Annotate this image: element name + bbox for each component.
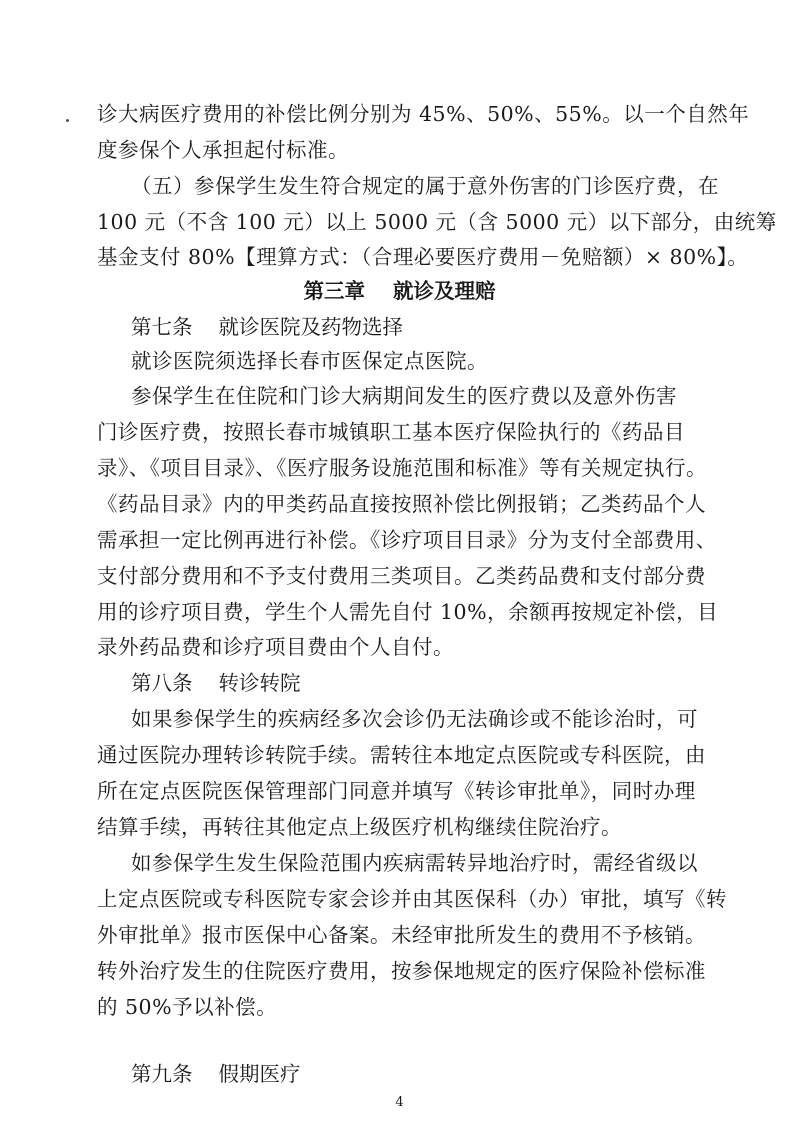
article-8-para-2-line: 上定点医院或专科医院专家会诊并由其医保科（办）审批，填写《转 — [97, 887, 727, 911]
article-8-para-2-line: 如参保学生发生保险范围内疾病需转异地治疗时，需经省级以 — [131, 851, 698, 875]
scan-speck — [66, 119, 69, 122]
article-7-title: 就诊医院及药物选择 — [218, 315, 403, 339]
article-7-para-2-line: 用的诊疗项目费，学生个人需先自付 10%，余额再按规定补偿，目 — [97, 600, 719, 624]
article-8-para-2-line: 转外治疗发生的住院医疗费用，按参保地规定的医疗保险补偿标准 — [97, 959, 706, 983]
article-7-para-2-line: 门诊医疗费，按照长春市城镇职工基本医疗保险执行的《药品目 — [97, 420, 685, 444]
article-9-heading — [131, 1060, 301, 1088]
article-8-para-1-line: 结算手续，再转往其他定点上级医疗机构继续住院治疗。 — [97, 815, 622, 839]
chapter-number: 第三章 — [303, 279, 365, 303]
article-9-number: 第九条 — [131, 1062, 193, 1086]
article-8-number: 第八条 — [131, 671, 193, 695]
article-7-number: 第七条 — [131, 315, 193, 339]
intro-line-1: 诊大病医疗费用的补偿比例分别为 45%、50%、55%。以一个自然年 — [97, 102, 750, 126]
article-7-heading — [131, 313, 403, 341]
item-five-line-1: （五）参保学生发生符合规定的属于意外伤害的门诊医疗费，在 — [131, 174, 719, 198]
item-five-line-3: 基金支付 80%【理算方式：（合理必要医疗费用－免赔额）× 80%】。 — [97, 245, 749, 269]
item-five-line-2: 100 元（不含 100 元）以上 5000 元（含 5000 元）以下部分，由统筹 — [97, 210, 777, 234]
page-number: 4 — [395, 1095, 404, 1110]
article-8-heading — [131, 669, 301, 697]
article-7-para-2-line: 需承担一定比例再进行补偿。《诊疗项目目录》分为支付全部费用、 — [97, 528, 717, 552]
article-8-para-1-line: 通过医院办理转诊转院手续。需转往本地定点医院或专科医院，由 — [97, 743, 706, 767]
article-8-para-1-line: 所在定点医院医保管理部门同意并填写《转诊审批单》，同时办理 — [97, 779, 696, 803]
article-7-para-2-line: 支付部分费用和不予支付费用三类项目。乙类药品费和支付部分费 — [97, 564, 706, 588]
article-8-para-1-line: 如果参保学生的疾病经多次会诊仍无法确诊或不能诊治时，可 — [131, 707, 698, 731]
article-7-para-2-line: 参保学生在住院和门诊大病期间发生的医疗费以及意外伤害 — [131, 384, 677, 408]
article-8-para-2-line: 的 50%予以补偿。 — [97, 995, 278, 1019]
article-8-title: 转诊转院 — [218, 671, 301, 695]
article-9-title: 假期医疗 — [218, 1062, 301, 1086]
article-7-para-2-line: 录》、《项目目录》、《医疗服务设施范围和标准》等有关规定执行。 — [97, 456, 707, 480]
article-7-para-2-line: 《药品目录》内的甲类药品直接按照补偿比例报销；乙类药品个人 — [97, 492, 706, 516]
intro-line-2: 度参保个人承担起付标准。 — [97, 138, 349, 162]
article-8-para-2-line: 外审批单》报市医保中心备案。未经审批所发生的费用不予核销。 — [97, 923, 706, 947]
chapter-heading — [0, 277, 799, 305]
article-7-para-2-line: 录外药品费和诊疗项目费由个人自付。 — [97, 635, 454, 659]
chapter-title: 就诊及理赔 — [393, 279, 496, 303]
article-7-para-1: 就诊医院须选择长春市医保定点医院。 — [131, 349, 488, 373]
